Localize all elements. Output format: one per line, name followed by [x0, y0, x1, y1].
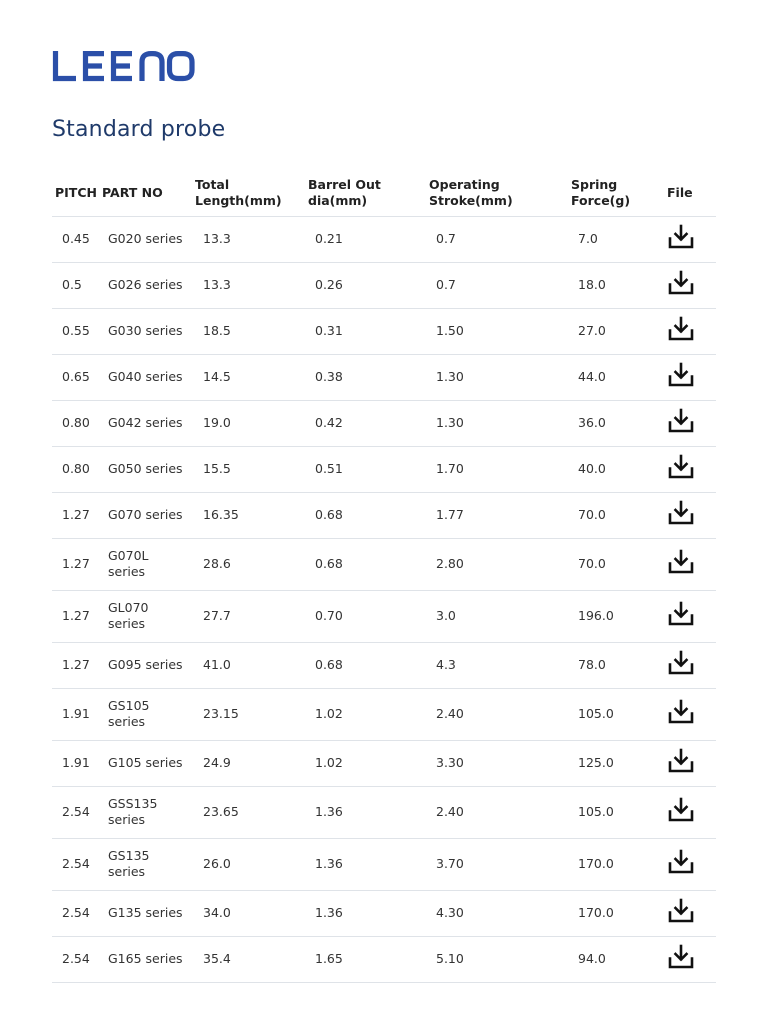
- cell-spring-force: 70.0: [568, 538, 667, 590]
- cell-operating-stroke: 3.70: [426, 838, 568, 890]
- download-icon[interactable]: [667, 454, 695, 480]
- cell-file: [667, 354, 716, 400]
- page-title: Standard probe: [52, 117, 226, 142]
- cell-part-no: GSS135 series: [99, 786, 192, 838]
- cell-barrel-out-dia: 1.36: [305, 838, 426, 890]
- cell-barrel-out-dia: 1.02: [305, 740, 426, 786]
- cell-operating-stroke: 2.40: [426, 688, 568, 740]
- download-icon[interactable]: [667, 699, 695, 725]
- cell-pitch: 1.91: [52, 688, 99, 740]
- cell-barrel-out-dia: 0.51: [305, 446, 426, 492]
- cell-total-length: 13.3: [192, 262, 305, 308]
- cell-total-length: 27.7: [192, 590, 305, 642]
- cell-file: [667, 262, 716, 308]
- cell-spring-force: 7.0: [568, 216, 667, 262]
- leeno-logo-mark: [52, 48, 202, 84]
- table-row: [52, 786, 716, 838]
- header-file: File: [667, 170, 716, 216]
- cell-barrel-out-dia: 1.36: [305, 786, 426, 838]
- cell-pitch: 0.80: [52, 400, 99, 446]
- header-spring-force: Spring Force(g): [568, 170, 667, 216]
- cell-pitch: 1.27: [52, 538, 99, 590]
- cell-pitch: 0.55: [52, 308, 99, 354]
- download-icon[interactable]: [667, 944, 695, 970]
- cell-total-length: 34.0: [192, 890, 305, 936]
- download-icon[interactable]: [667, 748, 695, 774]
- cell-barrel-out-dia: 1.36: [305, 890, 426, 936]
- cell-operating-stroke: 0.7: [426, 216, 568, 262]
- table-row: [52, 642, 716, 688]
- cell-total-length: 15.5: [192, 446, 305, 492]
- cell-operating-stroke: 4.3: [426, 642, 568, 688]
- table-header: [52, 170, 716, 216]
- cell-spring-force: 170.0: [568, 890, 667, 936]
- cell-spring-force: 170.0: [568, 838, 667, 890]
- probe-table: [52, 170, 716, 983]
- cell-barrel-out-dia: 0.26: [305, 262, 426, 308]
- cell-operating-stroke: 1.70: [426, 446, 568, 492]
- cell-part-no: GS105 series: [99, 688, 192, 740]
- cell-barrel-out-dia: 0.31: [305, 308, 426, 354]
- table-row: [52, 446, 716, 492]
- cell-spring-force: 70.0: [568, 492, 667, 538]
- cell-operating-stroke: 3.30: [426, 740, 568, 786]
- header-total-length: Total Length(mm): [192, 170, 305, 216]
- cell-part-no: G105 series: [99, 740, 192, 786]
- cell-file: [667, 590, 716, 642]
- download-icon[interactable]: [667, 601, 695, 627]
- cell-pitch: 1.91: [52, 740, 99, 786]
- cell-spring-force: 27.0: [568, 308, 667, 354]
- table-row: [52, 890, 716, 936]
- cell-operating-stroke: 1.50: [426, 308, 568, 354]
- cell-spring-force: 196.0: [568, 590, 667, 642]
- cell-operating-stroke: 1.30: [426, 400, 568, 446]
- table-row: [52, 936, 716, 982]
- cell-operating-stroke: 3.0: [426, 590, 568, 642]
- download-icon[interactable]: [667, 650, 695, 676]
- cell-barrel-out-dia: 0.70: [305, 590, 426, 642]
- cell-total-length: 41.0: [192, 642, 305, 688]
- cell-file: [667, 538, 716, 590]
- download-icon[interactable]: [667, 316, 695, 342]
- download-icon[interactable]: [667, 362, 695, 388]
- cell-file: [667, 308, 716, 354]
- cell-barrel-out-dia: 0.68: [305, 642, 426, 688]
- cell-total-length: 14.5: [192, 354, 305, 400]
- cell-spring-force: 94.0: [568, 936, 667, 982]
- cell-total-length: 13.3: [192, 216, 305, 262]
- download-icon[interactable]: [667, 549, 695, 575]
- cell-pitch: 2.54: [52, 936, 99, 982]
- cell-file: [667, 838, 716, 890]
- cell-pitch: 0.5: [52, 262, 99, 308]
- header-operating-stroke: Operating Stroke(mm): [426, 170, 568, 216]
- cell-barrel-out-dia: 1.02: [305, 688, 426, 740]
- cell-part-no: GS135 series: [99, 838, 192, 890]
- cell-part-no: GL070 series: [99, 590, 192, 642]
- cell-pitch: 1.27: [52, 590, 99, 642]
- cell-part-no: G020 series: [99, 216, 192, 262]
- cell-barrel-out-dia: 0.38: [305, 354, 426, 400]
- header-barrel-out-dia: Barrel Out dia(mm): [305, 170, 426, 216]
- header-part-no: PART NO: [99, 170, 192, 216]
- cell-part-no: G135 series: [99, 890, 192, 936]
- cell-part-no: G070 series: [99, 492, 192, 538]
- cell-barrel-out-dia: 0.68: [305, 538, 426, 590]
- table-row: [52, 308, 716, 354]
- cell-part-no: G026 series: [99, 262, 192, 308]
- cell-file: [667, 492, 716, 538]
- cell-spring-force: 18.0: [568, 262, 667, 308]
- cell-total-length: 23.15: [192, 688, 305, 740]
- leeno-logo[interactable]: [52, 48, 202, 84]
- cell-barrel-out-dia: 1.65: [305, 936, 426, 982]
- cell-pitch: 1.27: [52, 492, 99, 538]
- download-icon[interactable]: [667, 500, 695, 526]
- cell-total-length: 24.9: [192, 740, 305, 786]
- cell-part-no: G042 series: [99, 400, 192, 446]
- cell-pitch: 2.54: [52, 786, 99, 838]
- cell-operating-stroke: 0.7: [426, 262, 568, 308]
- cell-operating-stroke: 2.40: [426, 786, 568, 838]
- table-row: [52, 354, 716, 400]
- cell-spring-force: 40.0: [568, 446, 667, 492]
- table-row: [52, 538, 716, 590]
- cell-total-length: 16.35: [192, 492, 305, 538]
- cell-spring-force: 105.0: [568, 786, 667, 838]
- table-row: [52, 590, 716, 642]
- download-icon[interactable]: [667, 849, 695, 875]
- cell-part-no: G095 series: [99, 642, 192, 688]
- cell-operating-stroke: 4.30: [426, 890, 568, 936]
- table-body: [52, 216, 716, 982]
- cell-part-no: G165 series: [99, 936, 192, 982]
- download-icon[interactable]: [667, 797, 695, 823]
- table-row: [52, 688, 716, 740]
- cell-file: [667, 400, 716, 446]
- cell-part-no: G030 series: [99, 308, 192, 354]
- table-row: [52, 492, 716, 538]
- cell-file: [667, 688, 716, 740]
- cell-spring-force: 78.0: [568, 642, 667, 688]
- download-icon[interactable]: [667, 408, 695, 434]
- cell-total-length: 26.0: [192, 838, 305, 890]
- cell-spring-force: 44.0: [568, 354, 667, 400]
- cell-barrel-out-dia: 0.42: [305, 400, 426, 446]
- cell-total-length: 23.65: [192, 786, 305, 838]
- table-row: [52, 838, 716, 890]
- download-icon[interactable]: [667, 224, 695, 250]
- download-icon[interactable]: [667, 270, 695, 296]
- cell-part-no: G070L series: [99, 538, 192, 590]
- cell-file: [667, 216, 716, 262]
- download-icon[interactable]: [667, 898, 695, 924]
- header-pitch: PITCH: [52, 170, 99, 216]
- cell-total-length: 35.4: [192, 936, 305, 982]
- table-row: [52, 740, 716, 786]
- cell-barrel-out-dia: 0.21: [305, 216, 426, 262]
- cell-file: [667, 740, 716, 786]
- probe-table-container: [52, 170, 716, 983]
- cell-spring-force: 125.0: [568, 740, 667, 786]
- table-row: [52, 400, 716, 446]
- cell-barrel-out-dia: 0.68: [305, 492, 426, 538]
- cell-total-length: 19.0: [192, 400, 305, 446]
- cell-pitch: 0.65: [52, 354, 99, 400]
- cell-operating-stroke: 2.80: [426, 538, 568, 590]
- cell-file: [667, 936, 716, 982]
- cell-spring-force: 36.0: [568, 400, 667, 446]
- cell-file: [667, 786, 716, 838]
- cell-pitch: 2.54: [52, 838, 99, 890]
- cell-part-no: G040 series: [99, 354, 192, 400]
- cell-file: [667, 642, 716, 688]
- table-row: [52, 216, 716, 262]
- cell-total-length: 18.5: [192, 308, 305, 354]
- cell-operating-stroke: 1.30: [426, 354, 568, 400]
- cell-part-no: G050 series: [99, 446, 192, 492]
- table-row: [52, 262, 716, 308]
- cell-spring-force: 105.0: [568, 688, 667, 740]
- cell-pitch: 0.45: [52, 216, 99, 262]
- cell-total-length: 28.6: [192, 538, 305, 590]
- cell-file: [667, 446, 716, 492]
- cell-pitch: 2.54: [52, 890, 99, 936]
- cell-operating-stroke: 5.10: [426, 936, 568, 982]
- cell-operating-stroke: 1.77: [426, 492, 568, 538]
- cell-pitch: 1.27: [52, 642, 99, 688]
- cell-file: [667, 890, 716, 936]
- cell-pitch: 0.80: [52, 446, 99, 492]
